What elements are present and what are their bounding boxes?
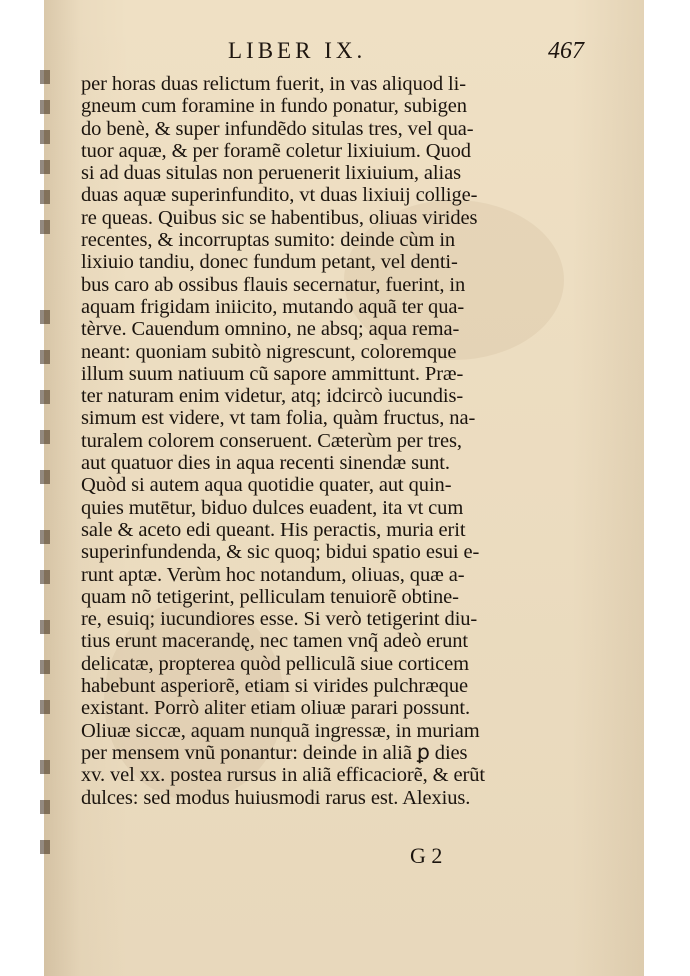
text-line: delicatæ, propterea quòd pelliculã siue corticem <box>81 652 469 675</box>
bleed-mark <box>40 70 50 84</box>
text-line: si ad duas situlas non peruenerit lixiuium, alias <box>81 162 461 185</box>
margin-bleed-through <box>40 60 64 880</box>
bleed-mark <box>40 130 50 144</box>
text-line: simum est videre, vt tam folia, quàm fructus, na- <box>81 407 476 430</box>
text-line: re, esuiq; iucundiores esse. Si verò tetigerint diu- <box>81 608 478 631</box>
bleed-mark <box>40 390 50 404</box>
text-line: dulces: sed modus huiusmodi rarus est. Alexius. <box>81 786 471 809</box>
text-line: superinfundenda, & sic quoq; bidui spatio esui e- <box>81 541 480 564</box>
text-line: tuor aquæ, & per foramẽ coletur lixiuium. Quod <box>81 139 471 162</box>
bleed-mark <box>40 470 50 484</box>
text-line: aut quatuor dies in aqua recenti sinendæ sunt. <box>81 452 450 475</box>
text-line: do benè, & super infundẽdo situlas tres, vel qua- <box>81 117 474 140</box>
bleed-mark <box>40 100 50 114</box>
text-line: per mensem vnũ ponantur: deinde in aliã ꝑ dies <box>81 741 468 764</box>
text-line: runt aptæ. Verùm hoc notandum, oliuas, quæ a- <box>81 563 465 586</box>
text-line: lixiuio tandiu, donec fundum petant, vel denti- <box>81 251 458 274</box>
bleed-mark <box>40 570 50 584</box>
bleed-mark <box>40 160 50 174</box>
text-line: quam nõ tetigerint, pelliculam tenuiorẽ obtine- <box>81 585 459 608</box>
bleed-mark <box>40 700 50 714</box>
text-line: Quòd si autem aqua quotidie quater, aut quin- <box>81 474 452 497</box>
text-line: neant: quoniam subitò nigrescunt, coloremque <box>81 340 457 363</box>
text-line: illum suum natiuum cũ sapore ammittunt. Præ- <box>81 362 464 385</box>
text-line: gneum cum foramine in fundo ponatur, subigen <box>81 95 467 118</box>
text-line: aquam frigidam iniicito, mutando aquã ter qua- <box>81 295 465 318</box>
bleed-mark <box>40 220 50 234</box>
text-line: per horas duas relictum fuerit, in vas aliquod li- <box>81 73 466 95</box>
text-line: xv. vel xx. postea rursus in aliã efficaciorẽ, & erũt <box>81 764 485 787</box>
bleed-mark <box>40 190 50 204</box>
bleed-mark <box>40 800 50 814</box>
text-line: habebunt asperiorẽ, etiam si virides pulchræque <box>81 675 468 698</box>
body-text <box>81 73 581 809</box>
page-header <box>44 38 644 72</box>
text-line: tius erunt macerandę, nec tamen vnq̃ adeò erunt <box>81 630 469 653</box>
text-line: tèrve. Cauendum omnino, ne absq; aqua rema- <box>81 318 460 341</box>
text-line: Oliuæ siccæ, aquam nunquã ingressæ, in muriam <box>81 719 480 742</box>
bleed-mark <box>40 350 50 364</box>
text-line: duas aquæ superinfundito, vt duas lixiuij collige- <box>81 184 478 207</box>
bleed-mark <box>40 430 50 444</box>
signature-mark: G 2 <box>410 843 443 868</box>
page-number: 467 <box>548 38 584 64</box>
text-line: re queas. Quibus sic se habentibus, oliuas virides <box>81 206 478 229</box>
bleed-mark <box>40 530 50 544</box>
bleed-mark <box>40 660 50 674</box>
bleed-mark <box>40 760 50 774</box>
text-line: recentes, & incorruptas sumito: deinde cùm in <box>81 229 456 252</box>
text-line: existant. Porrò aliter etiam oliuæ parari possunt. <box>81 697 470 720</box>
text-line: quies mutētur, biduo dulces euadent, ita vt cum <box>81 496 464 519</box>
text-line: bus caro ab ossibus flauis secernatur, fuerint, in <box>81 273 466 296</box>
text-line: turalem colorem conseruent. Cæterùm per tres, <box>81 429 462 452</box>
text-line: sale & aceto edi queant. His peractis, muria erit <box>81 518 466 541</box>
bleed-mark <box>40 840 50 854</box>
bleed-mark <box>40 620 50 634</box>
running-title: LIBER IX. <box>228 38 367 63</box>
text-line: ter naturam enim videtur, atq; idcircò iucundis- <box>81 385 464 408</box>
bleed-mark <box>40 310 50 324</box>
book-page <box>44 0 644 976</box>
